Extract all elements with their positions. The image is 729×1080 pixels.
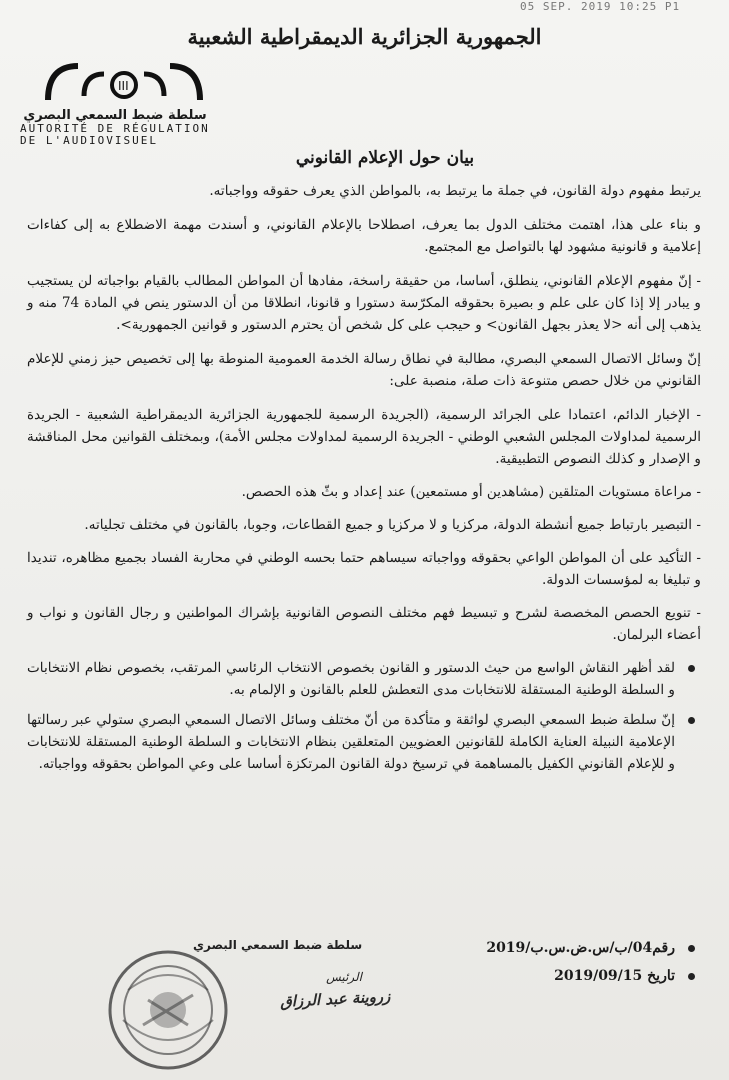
logo-french-line2: DE L'AUDIOVISUEL xyxy=(20,134,158,147)
fax-header: 05 SEP. 2019 10:25 P1 xyxy=(520,0,681,13)
dash-item: - التبصير بارتباط جميع أنشطة الدولة، مركزيا و لا مركزيا و جميع القطاعات، وجوبا، بالقانون في مختلف تجلياته. xyxy=(84,517,701,533)
republic-title: الجمهورية الجزائرية الديمقراطية الشعبية xyxy=(187,24,542,49)
dash-item: - تنويع الحصص المخصصة لشرح و تبسيط فهم مختلف النصوص القانونية بإشراك المواطنين و رجال القانون و نواب و أعضاء البرلمان. xyxy=(27,605,701,643)
bullet-item: إنّ سلطة ضبط السمعي البصري لواثقة و متأكدة من أنّ مختلف وسائل الاتصال السمعي البصري ستولي عبر رسالتها الإعلامية النبيلة العناية الكاملة للقانونين العضويين المتعلقين بنظام الانتخابات و السلطة الوطنية المستقلة للانتخابات و للإعلام القانوني الكفيل بالمساهمة في ترسيخ دولة القانون المرتكزة أساسا على وعي المواطن بحقوقه وواجباته. xyxy=(27,709,701,775)
signature-block xyxy=(250,966,400,1036)
logo-arabic-text: سلطة ضبط السمعي البصري xyxy=(23,108,207,123)
svg-text:III: III xyxy=(118,79,129,93)
dash-item: - الإخبار الدائم، اعتمادا على الجرائد الرسمية، (الجريدة الرسمية للجمهورية الجزائرية الديمقراطية الشعبية - الجريدة الرسمية لمداولات المجلس الشعبي الوطني - الجريدة الرسمية لمداولات مجلس الأمة)، وبمختلف القوانين محل المناقشة و الإصدار و كذلك النصوص التطبيقية. xyxy=(27,407,701,467)
paragraph: - إنّ مفهوم الإعلام القانوني، ينطلق، أساسا، من حقيقة راسخة، مفادها أن المواطن المطالب بالقيام بواجباته لن يستجيب و يبادر إلا إذا كان على علم و بصيرة بحقوقه المكرّسة دستورا و قانونا، انطلاقا من أن الدستور ينص في المادة 74 منه و يذهب إلى أنه <لا يعذر بجهل القانون> و حيجب على كل شخص أن يحترم الدستور و قوانين الجمهورية>. xyxy=(27,273,701,333)
arav-logo-icon xyxy=(38,60,208,108)
document-footer xyxy=(441,934,701,990)
logo-french-line1: AUTORITÉ DE RÉGULATION xyxy=(20,122,210,135)
document-body xyxy=(27,180,701,783)
paragraph: يرتبط مفهوم دولة القانون، في جملة ما يرتبط به، بالمواطن الذي يعرف حقوقه وواجباته. xyxy=(209,183,701,199)
paragraph: و بناء على هذا، اهتمت مختلف الدول بما يعرف، اصطلاحا بالإعلام القانوني، و أسندت مهمة الاضطلاع به إلى كفاءات إعلامية و قانونية مشهود لها بالتواصل مع المجتمع. xyxy=(27,217,701,255)
bullet-item: لقد أظهر النقاش الواسع من حيث الدستور و القانون بخصوص الانتخاب الرئاسي المرتقب، بخصوص نظام الانتخابات و السلطة الوطنية المستقلة للانتخابات مدى التعطش للعلم بالقانون و الإلمام به. xyxy=(27,657,701,701)
reference-number: رقم04/ب/س.ض.س.ب/2019 xyxy=(441,934,701,962)
document-date: تاريخ 2019/09/15 xyxy=(441,962,701,990)
signature-name: زروينة عبد الرزاق xyxy=(279,987,391,1011)
document-title: بيان حول الإعلام القانوني xyxy=(295,148,475,168)
dash-item: - التأكيد على أن المواطن الواعي بحقوقه وواجباته سيساهم حتما بحسه الوطني في محاربة الفساد بجميع مظاهره، تنديدا و تبليغا به لمؤسسات الدولة. xyxy=(27,550,701,588)
signature-title: الرئيس xyxy=(326,970,362,984)
paragraph: إنّ وسائل الاتصال السمعي البصري، مطالبة في نطاق رسالة الخدمة العمومية المنوطة بها إلى تخصيص حيز زمني للإعلام القانوني من خلال حصص متنوعة ذات صلة، منصبة على: xyxy=(27,351,701,389)
stamp-label: سلطة ضبط السمعي البصري xyxy=(193,938,363,952)
dash-item: - مراعاة مستويات المتلقين (مشاهدين أو مستمعين) عند إعداد و بثّ هذه الحصص. xyxy=(241,484,701,500)
arav-logo xyxy=(20,60,230,147)
